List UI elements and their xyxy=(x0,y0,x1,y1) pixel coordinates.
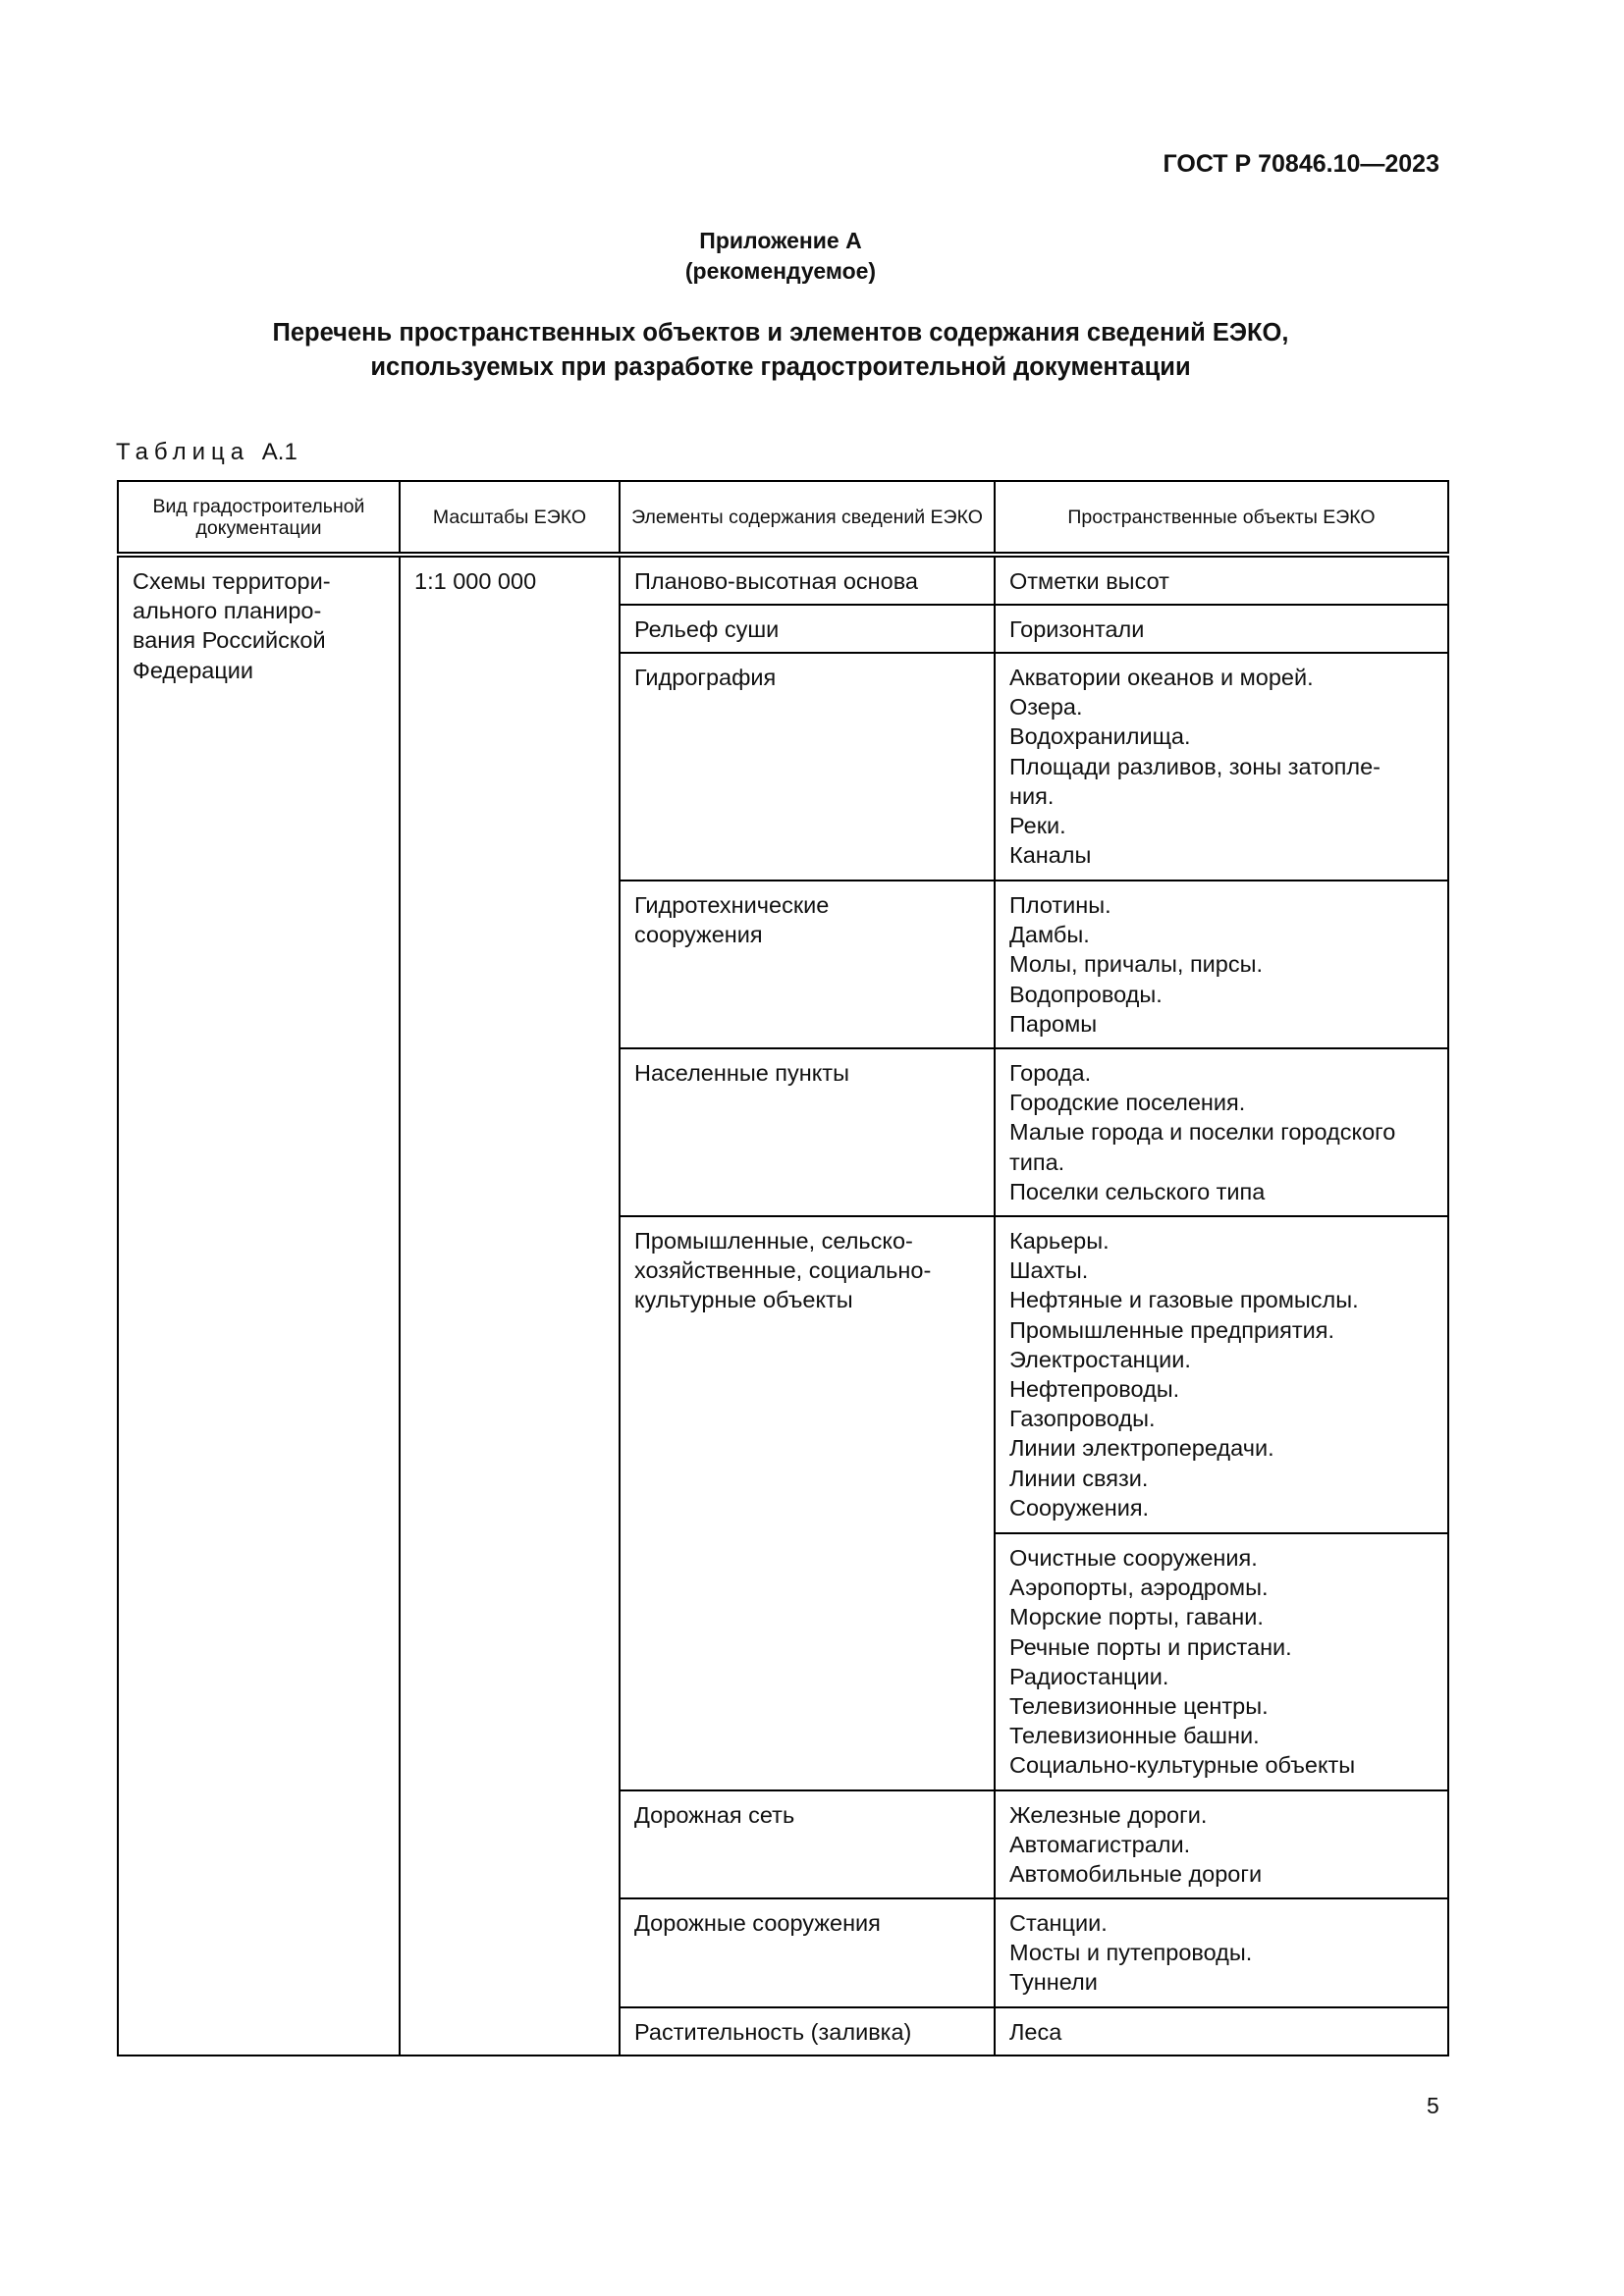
header-doc-type: Вид градостроительной документации xyxy=(118,481,400,555)
objects-table xyxy=(117,480,1449,2056)
table-caption xyxy=(116,439,298,466)
objects-cell: Очистные сооружения. Аэропорты, аэродромы. Морские порты, гавани. Речные порты и пристани. Радиостанции. Телевизионные центры. Телевизионные башни. Социально-культурные объекты xyxy=(995,1533,1448,1790)
header-elements: Элементы содержания сведений ЕЭКО xyxy=(620,481,995,555)
objects-cell: Отметки высот xyxy=(995,555,1448,605)
table-caption-word: Таблица xyxy=(116,439,250,465)
document-title-line-1: Перечень пространственных объектов и элементов содержания сведений ЕЭКО, xyxy=(272,319,1289,347)
element-cell: Дорожные сооружения xyxy=(620,1898,995,2007)
annex-heading xyxy=(0,226,1561,287)
objects-cell: Железные дороги. Автомагистрали. Автомобильные дороги xyxy=(995,1790,1448,1898)
element-cell: Промышленные, сельско- хозяйственные, социально- культурные объекты xyxy=(620,1216,995,1790)
element-cell: Гидрография xyxy=(620,653,995,881)
header-scale: Масштабы ЕЭКО xyxy=(400,481,620,555)
element-cell: Планово-высотная основа xyxy=(620,555,995,605)
objects-cell: Акватории океанов и морей. Озера. Водохранилища. Площади разливов, зоны затопле- ния. Реки. Каналы xyxy=(995,653,1448,881)
objects-cell: Карьеры. Шахты. Нефтяные и газовые промыслы. Промышленные предприятия. Электростанции. Нефтепроводы. Газопроводы. Линии электропередачи. Линии связи. Сооружения. xyxy=(995,1216,1448,1533)
table-header-row xyxy=(118,481,1448,555)
table-caption-number: А.1 xyxy=(261,439,298,465)
document-title xyxy=(0,316,1561,385)
objects-cell: Леса xyxy=(995,2007,1448,2056)
document-code: ГОСТ Р 70846.10—2023 xyxy=(1163,150,1439,178)
objects-cell: Горизонтали xyxy=(995,605,1448,653)
page-number: 5 xyxy=(1427,2093,1439,2118)
table-row xyxy=(118,555,1448,605)
element-cell: Дорожная сеть xyxy=(620,1790,995,1898)
element-cell: Населенные пункты xyxy=(620,1048,995,1216)
annex-status: (рекомендуемое) xyxy=(684,258,877,284)
objects-cell: Города. Городские поселения. Малые города и поселки городского типа. Поселки сельского типа xyxy=(995,1048,1448,1216)
scale-cell: 1:1 000 000 xyxy=(400,555,620,2056)
element-cell: Гидротехнические сооружения xyxy=(620,881,995,1048)
annex-title: Приложение А xyxy=(699,228,862,253)
element-cell: Рельеф суши xyxy=(620,605,995,653)
objects-cell: Плотины. Дамбы. Молы, причалы, пирсы. Водопроводы. Паромы xyxy=(995,881,1448,1048)
document-title-line-2: используемых при разработке градостроительной документации xyxy=(370,353,1191,381)
header-objects: Пространственные объекты ЕЭКО xyxy=(995,481,1448,555)
element-cell: Растительность (заливка) xyxy=(620,2007,995,2056)
doc-type-cell: Схемы территори- ального планиро- вания Российской Федерации xyxy=(118,555,400,2056)
objects-cell: Станции. Мосты и путепроводы. Туннели xyxy=(995,1898,1448,2007)
